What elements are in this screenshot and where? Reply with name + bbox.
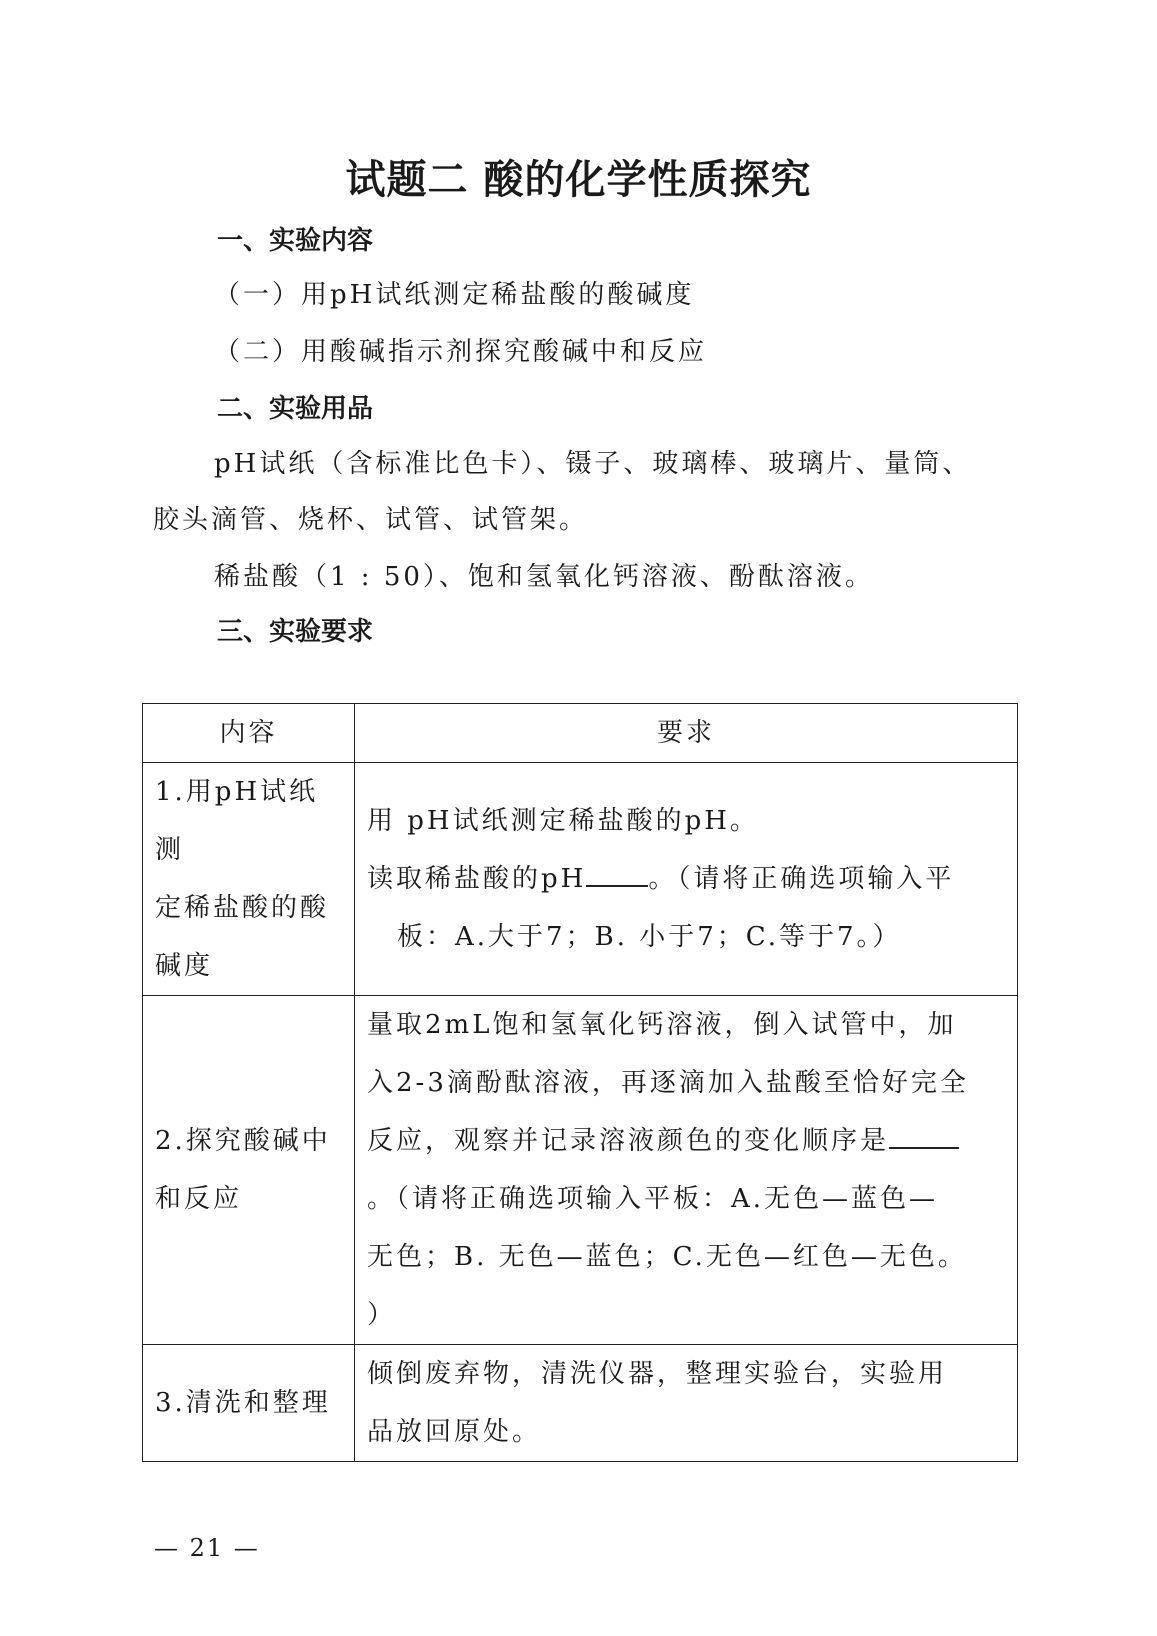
requirement-text: 品放回原处。: [367, 1417, 542, 1447]
requirement-text: 入2-3滴酚酞溶液，再逐滴加入盐酸至恰好完全: [367, 1068, 969, 1098]
row-requirement-cell: [355, 1345, 1018, 1462]
content-text: 定稀盐酸的酸: [155, 893, 330, 923]
content-text: 1.用pH试纸测: [155, 777, 319, 865]
content-text: 3.清洗和整理: [155, 1388, 331, 1418]
content-text: 和反应: [155, 1184, 243, 1214]
row-requirement-cell: [355, 763, 1018, 996]
materials-line-1: pH试纸（含标准比色卡）、镊子、玻璃棒、玻璃片、量筒、: [214, 449, 972, 479]
requirement-text: ）: [367, 1300, 397, 1330]
content-item-2: （二）用酸碱指示剂探究酸碱中和反应: [214, 337, 708, 367]
requirement-text: 。（请将正确选项输入平板：A.无色—蓝色—: [367, 1184, 939, 1214]
header-requirement: 要求: [355, 704, 1018, 763]
row-requirement-cell: [355, 996, 1018, 1345]
row-content-cell: [143, 996, 355, 1345]
requirement-text: 无色；B. 无色—蓝色；C.无色—红色—无色。: [367, 1242, 967, 1272]
content-text: 碱度: [155, 951, 214, 981]
section-heading-content: 一、实验内容: [217, 226, 374, 256]
row-content-cell: [143, 1345, 355, 1462]
section-heading-requirements: 三、实验要求: [217, 617, 374, 647]
requirement-text: [367, 1112, 1007, 1170]
requirement-text: 倾倒废弃物，清洗仪器，整理实验台，实验用: [367, 1359, 948, 1389]
page-number: — 21 —: [154, 1534, 260, 1562]
table-header-row: [143, 704, 1018, 763]
requirement-text-post: 。（请将正确选项输入平: [648, 864, 955, 894]
requirement-text: 量取2mL饱和氢氧化钙溶液，倒入试管中，加: [367, 1010, 957, 1040]
materials-line-2: 胶头滴管、烧杯、试管、试管架。: [153, 505, 589, 535]
requirement-text: 板：A.大于7；B. 小于7；C.等于7。）: [397, 922, 902, 952]
table-row: [143, 1345, 1018, 1462]
requirement-text-pre: 读取稀盐酸的pH: [367, 864, 587, 894]
row-content-cell: [143, 763, 355, 996]
requirements-table: [142, 703, 1018, 1462]
requirement-text: [367, 850, 1007, 908]
content-item-1: （一）用pH试纸测定稀盐酸的酸碱度: [214, 280, 695, 310]
reagents-line: 稀盐酸（1 : 50）、饱和氢氧化钙溶液、酚酞溶液。: [214, 562, 874, 592]
content-text: 2.探究酸碱中: [155, 1126, 331, 1156]
requirement-text: 用 pH试纸测定稀盐酸的pH。: [367, 806, 759, 836]
table-row: [143, 763, 1018, 996]
page-title: 试题二 酸的化学性质探究: [345, 157, 812, 203]
answer-blank: [889, 1125, 959, 1149]
header-content: 内容: [143, 704, 355, 763]
section-heading-materials: 二、实验用品: [217, 394, 374, 424]
table-row: [143, 996, 1018, 1345]
answer-blank: [586, 863, 648, 887]
requirement-text-pre: 反应，观察并记录溶液颜色的变化顺序是: [367, 1126, 890, 1156]
